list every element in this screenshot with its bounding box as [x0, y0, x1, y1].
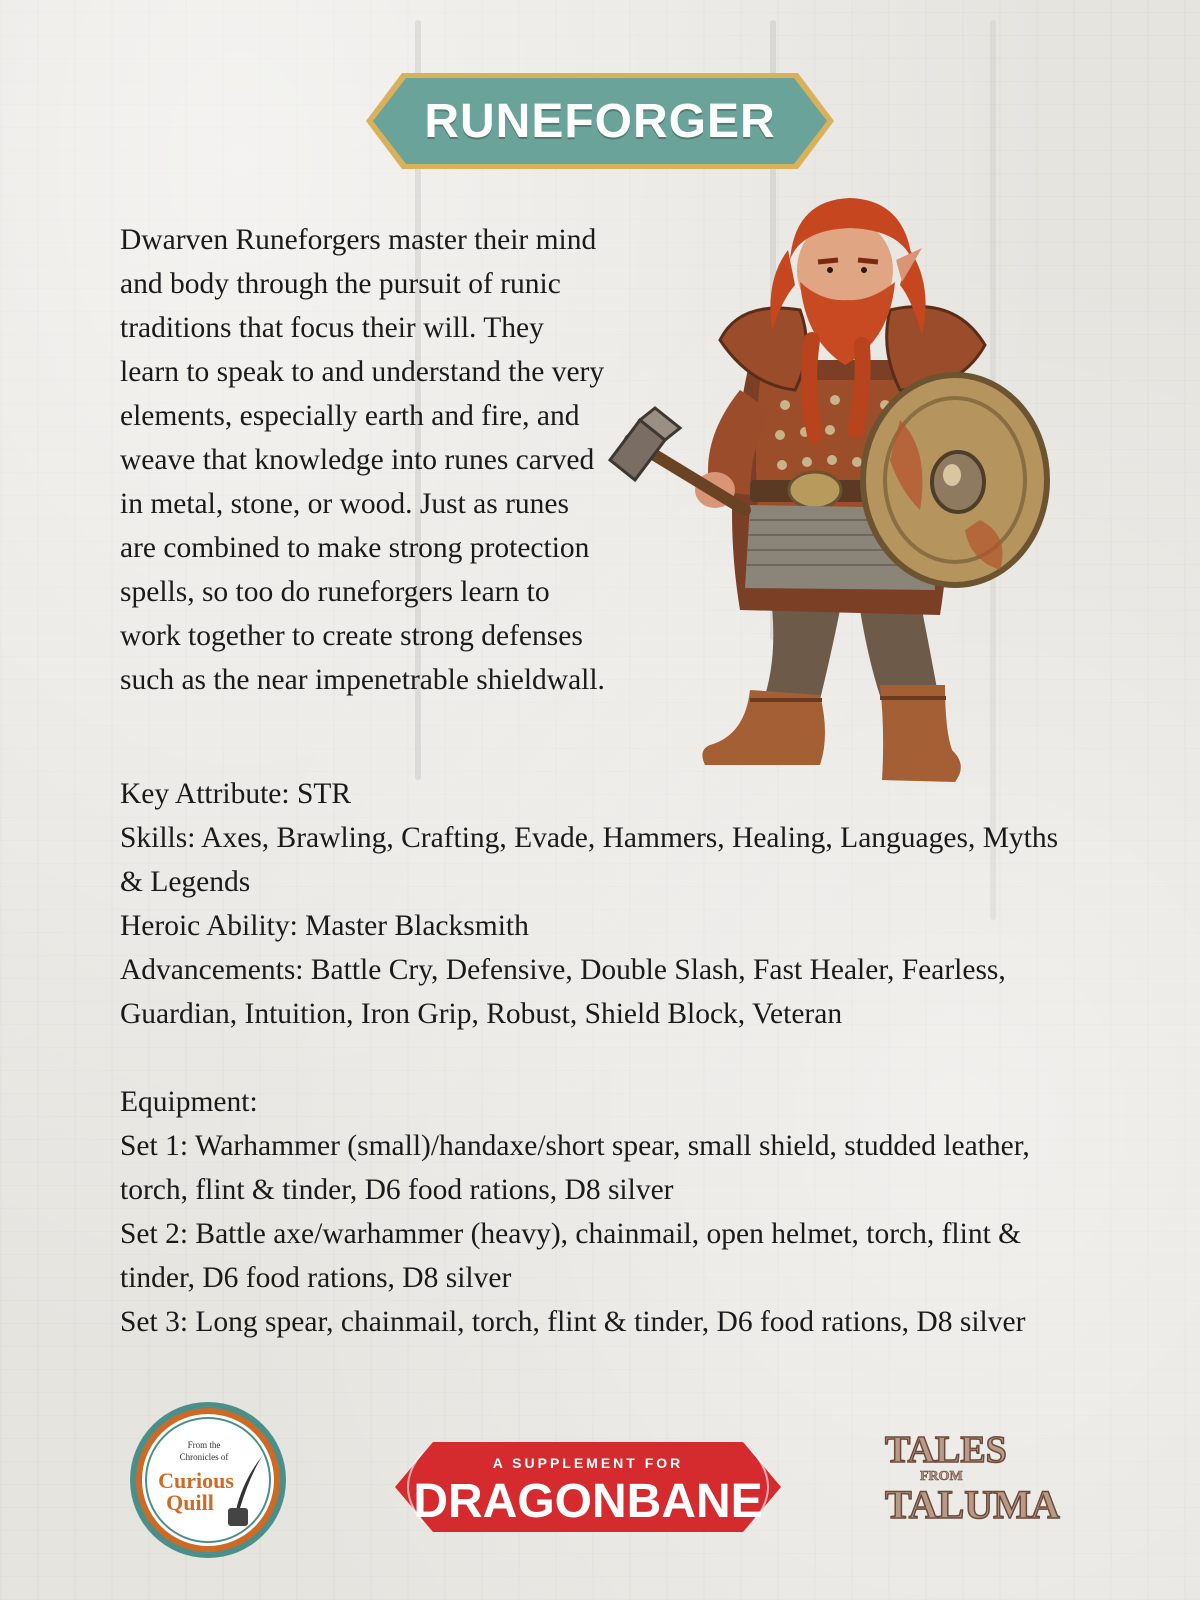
- equipment-heading: Equipment:: [120, 1086, 258, 1118]
- title-banner: [362, 69, 838, 173]
- quill-line2: Chronicles of: [179, 1452, 229, 1462]
- advancements: Advancements: Battle Cry, Defensive, Double Slash, Fast Healer, Fearless, Guardian, Intuition, Iron Grip, Robust, Shield Block, Veteran: [120, 954, 1006, 1030]
- inkwell-icon: [228, 1508, 248, 1526]
- skills: Skills: Axes, Brawling, Crafting, Evade, Hammers, Healing, Languages, Myths & Legends: [120, 822, 1059, 898]
- heroic-ability: Heroic Ability: Master Blacksmith: [120, 910, 529, 942]
- quill-line4: Quill: [166, 1490, 214, 1515]
- equipment-set-3: Set 3: Long spear, chainmail, torch, flint & tinder, D6 food rations, D8 silver: [120, 1306, 1026, 1338]
- page-title: RUNEFORGER: [424, 94, 776, 148]
- quill-line3: Curious: [158, 1468, 234, 1493]
- dragonbane-logo: [393, 1432, 783, 1542]
- taluma-line3: TALUMA: [885, 1482, 1060, 1524]
- intro-paragraph: Dwarven Runeforgers master their mind and body through the pursuit of runic traditions that focus their will. They learn to speak to and understand the very elements, especially earth and fire, and weave that knowledge into runes carved in metal, stone, or wood. Just as runes are combined to make strong protection spells, so too do runeforgers learn to work together to create strong defenses such as the near impenetrable shieldwall.: [120, 224, 605, 696]
- spacer: [120, 1036, 1080, 1080]
- dragonbane-tagline: A SUPPLEMENT FOR: [492, 1455, 684, 1471]
- dwarf-runeforger-illustration: [600, 190, 1080, 800]
- tales-from-taluma-logo: [880, 1424, 1090, 1524]
- stat-block: [120, 772, 1080, 1344]
- curious-quill-logo: [128, 1400, 288, 1560]
- quill-line1: From the: [187, 1440, 221, 1450]
- taluma-line2: FROM: [920, 1469, 963, 1484]
- key-attribute: Key Attribute: STR: [120, 778, 352, 810]
- taluma-line1: TALES: [885, 1429, 1007, 1471]
- footer-logos: [0, 1390, 1200, 1550]
- equipment-set-1: Set 1: Warhammer (small)/handaxe/short spear, small shield, studded leather, torch, flint & tinder, D6 food rations, D8 silver: [120, 1130, 1030, 1206]
- equipment-set-2: Set 2: Battle axe/warhammer (heavy), chainmail, open helmet, torch, flint & tinder, D6 food rations, D8 silver: [120, 1218, 1022, 1294]
- dragonbane-name: DRAGONBANE: [413, 1475, 763, 1528]
